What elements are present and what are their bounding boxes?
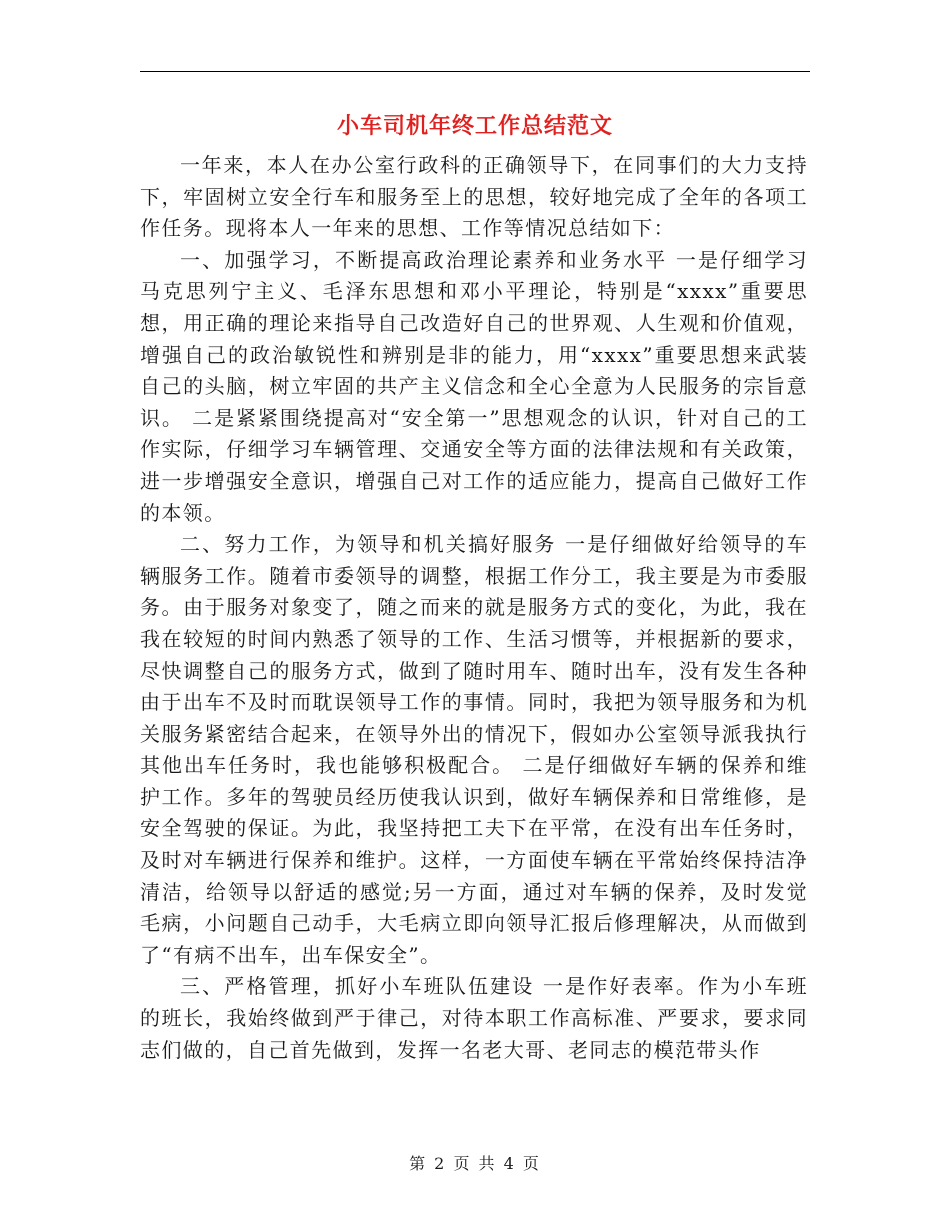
document-title: 小车司机年终工作总结范文 [336, 113, 613, 139]
paragraph-section-2: 二、努力工作，为领导和机关搞好服务 一是仔细做好给领导的车辆服务工作。随着市委领导的调整，根据工作分工，我主要是为市委服务。由于服务对象变了，随之而来的就是服务方式的变化，为此，我在我在较短的时间内熟悉了领导的工作、生活习惯等，并根据新的要求，尽快调整自己的服务方式，做到了随时用车、随时出车，没有发生各种由于出车不及时而耽误领导工作的事情。同时，我把为领导服务和为机关服务紧密结合起来，在领导外出的情况下，假如办公室领导派我执行其他出车任务时，我也能够积极配合。 二是仔细做好车辆的保养和维护工作。多年的驾驶员经历使我认识到，做好车辆保养和日常维修，是安全驾驶的保证。为此，我坚持把工夫下在平常，在没有出车任务时，及时对车辆进行保养和维护。这样，一方面使车辆在平常始终保持洁净清洁，给领导以舒适的感觉;另一方面，通过对车辆的保养，及时发觉毛病，小问题自己动手，大毛病立即向领导汇报后修理解决，从而做到了“有病不出车，出车保安全”。 [140, 532, 808, 967]
document-body [140, 150, 808, 1066]
paragraph-section-1: 一、加强学习，不断提高政治理论素养和业务水平 一是仔细学习马克思列宁主义、毛泽东思想和邓小平理论，特别是“xxxx”重要思想，用正确的理论来指导自己改造好自己的世界观、人生观和价值观，增强自己的政治敏锐性和辨别是非的能力，用“xxxx”重要思想来武装自己的头脑，树立牢固的共产主义信念和全心全意为人民服务的宗旨意识。 二是紧紧围绕提高对“安全第一”思想观念的认识，针对自己的工作实际，仔细学习车辆管理、交通安全等方面的法律法规和有关政策，进一步增强安全意识，增强自己对工作的适应能力，提高自己做好工作的本领。 [140, 247, 808, 525]
page-number: 第 2 页 共 4 页 [409, 1154, 541, 1173]
header-rule [140, 71, 810, 72]
paragraph-section-3: 三、严格管理，抓好小车班队伍建设 一是作好表率。作为小车班的班长，我始终做到严于律己，对待本职工作高标准、严要求，要求同志们做的，自己首先做到，发挥一名老大哥、老同志的模范带头作 [140, 974, 808, 1062]
paragraph-intro: 一年来，本人在办公室行政科的正确领导下，在同事们的大力支持下，牢固树立安全行车和服务至上的思想，较好地完成了全年的各项工作任务。现将本人一年来的思想、工作等情况总结如下： [140, 153, 808, 241]
